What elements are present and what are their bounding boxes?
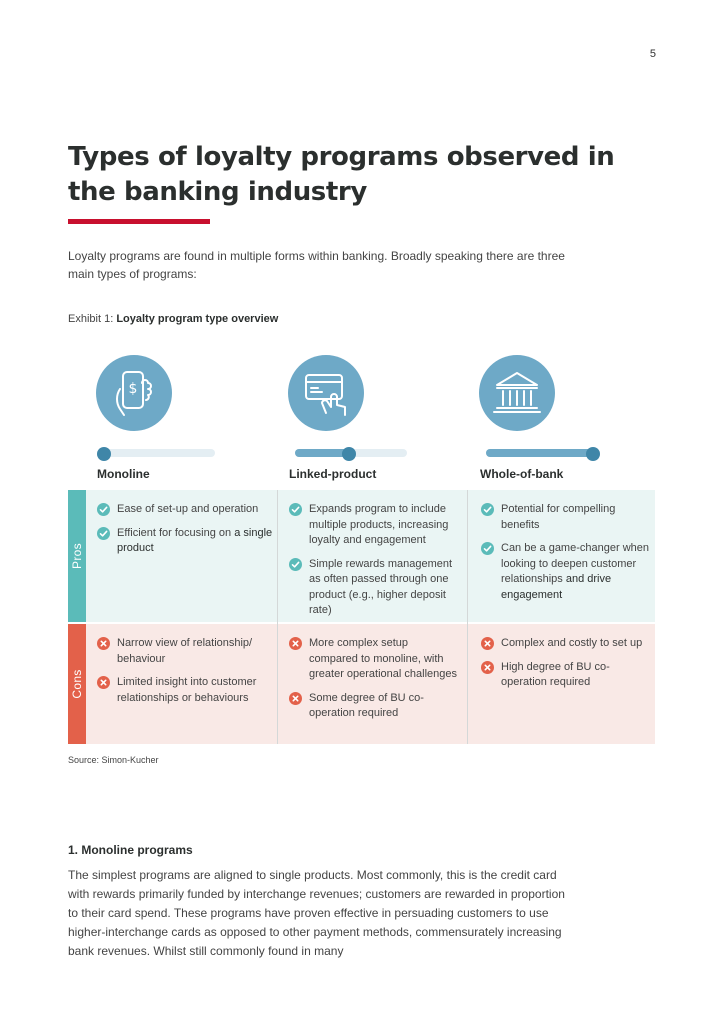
pros-cell-whole-of-bank — [481, 502, 651, 611]
con-text: Limited insight into customer relationships or behaviours — [117, 676, 257, 704]
pro-emphasis: a single product — [117, 526, 273, 554]
level-track-monoline — [97, 447, 215, 459]
section-title: 1. Monoline programs — [68, 843, 193, 857]
exhibit-caption — [68, 313, 278, 325]
cons-cell-whole-of-bank — [481, 636, 653, 699]
level-knob — [342, 447, 356, 461]
con-item — [289, 636, 459, 683]
level-track-linked-product — [289, 447, 407, 459]
pro-text: Ease of set-up and operation — [117, 503, 259, 515]
pro-text: Simple rewards management as often passed through one product (e.g., higher deposit rate) — [309, 557, 453, 616]
pros-cell-linked-product — [289, 502, 465, 627]
cons-tab — [68, 624, 86, 744]
column-divider — [467, 490, 468, 744]
title-underline — [68, 219, 210, 224]
pro-text: Expands program to include multiple products, increasing loyalty and engagement — [309, 503, 449, 546]
check-icon — [289, 503, 302, 516]
con-item — [289, 691, 459, 722]
pro-text: Potential for compelling benefits — [501, 503, 616, 531]
page-number: 5 — [649, 48, 656, 60]
source-note: Source: Simon-Kucher — [68, 755, 159, 765]
cross-icon — [97, 676, 110, 689]
level-knob — [586, 447, 600, 461]
cons-cell-linked-product — [289, 636, 459, 730]
level-fill — [295, 449, 349, 457]
cons-label: Cons — [70, 669, 84, 699]
phone-payment-icon — [96, 355, 172, 431]
con-item — [481, 660, 653, 691]
bank-building-icon — [479, 355, 555, 431]
pro-item — [481, 502, 651, 533]
con-text: Some degree of BU co-operation required — [309, 691, 424, 719]
pro-emphasis: and drive engagement — [501, 573, 612, 601]
cross-icon — [97, 637, 110, 650]
cons-cell-monoline — [97, 636, 275, 714]
pro-text: Can be a game-changer when looking to deepen customer relationships — [501, 542, 649, 585]
column-heading-linked-product: Linked-product — [289, 467, 377, 481]
con-item — [97, 636, 275, 667]
check-icon — [481, 503, 494, 516]
check-icon — [97, 503, 110, 516]
level-knob — [97, 447, 111, 461]
con-item — [97, 675, 275, 706]
check-icon — [289, 558, 302, 571]
pros-tab — [68, 490, 86, 622]
con-text: Complex and costly to set up — [501, 637, 643, 649]
cross-icon — [289, 637, 302, 650]
column-divider — [277, 490, 278, 744]
pro-item — [481, 541, 651, 603]
exhibit-name: Loyalty program type overview — [116, 313, 279, 325]
con-text: Narrow view of relationship/ behaviour — [117, 637, 253, 665]
check-icon — [97, 527, 110, 540]
pro-item — [289, 502, 465, 549]
page-title: Types of loyalty programs observed in the banking industry — [68, 142, 615, 207]
level-fill — [486, 449, 593, 457]
check-icon — [481, 542, 494, 555]
section-body: The simplest programs are aligned to single products. Most commonly, this is the credit card with rewards primarily funded by interchange revenues; customers are rewarded in proportion to their card spend. These programs have proven effective in persuading customers to use higher-interchange cards as opposed to other payment methods, commensurately increasing bank revenues. Whilst still commonly found in many — [68, 868, 565, 958]
pro-item — [289, 557, 465, 619]
column-heading-whole-of-bank: Whole-of-bank — [480, 467, 564, 481]
pro-item — [97, 502, 275, 518]
pros-label: Pros — [70, 543, 84, 569]
credit-card-hand-icon — [288, 355, 364, 431]
intro-paragraph: Loyalty programs are found in multiple forms within banking. Broadly speaking there are three main types of programs: — [68, 249, 565, 281]
exhibit-prefix: Exhibit 1: — [68, 313, 114, 325]
pro-item — [97, 526, 275, 557]
pro-text: Efficient for focusing on — [117, 526, 232, 539]
pros-cell-monoline — [97, 502, 275, 565]
cross-icon — [481, 637, 494, 650]
cross-icon — [481, 661, 494, 674]
svg-text:$: $ — [128, 381, 138, 397]
cross-icon — [289, 692, 302, 705]
con-text: More complex setup compared to monoline, with greater operational challenges — [309, 637, 457, 680]
column-heading-monoline: Monoline — [97, 467, 150, 481]
con-item — [481, 636, 653, 652]
con-text: High degree of BU co-operation required — [501, 660, 610, 688]
level-track-whole-of-bank — [480, 447, 598, 459]
